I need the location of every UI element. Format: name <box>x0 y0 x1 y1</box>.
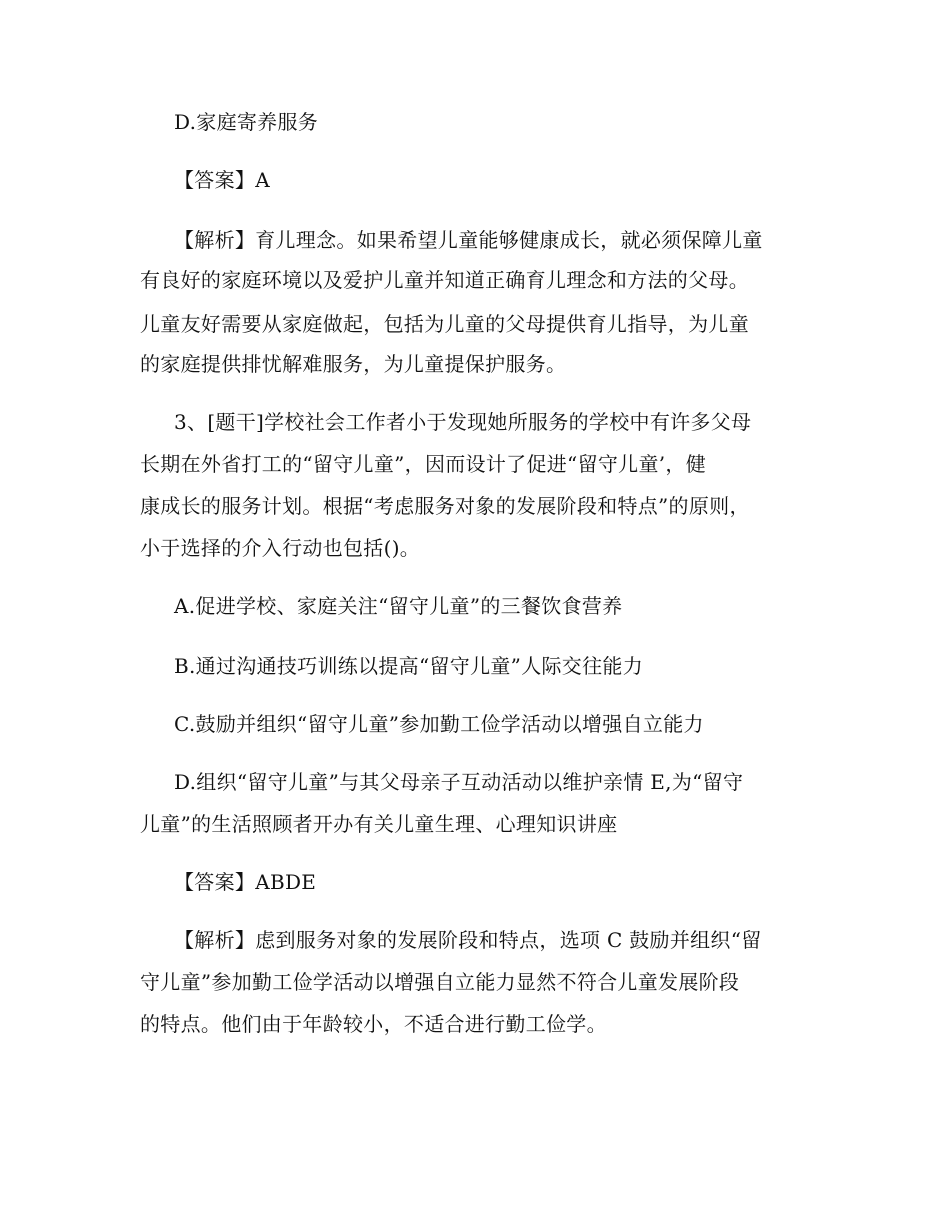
analysis-line: 有良好的家庭环境以及爱护儿童并知道正确育儿理念和方法的父母。 <box>140 268 749 292</box>
option-d-line: D.家庭寄养服务 <box>174 110 319 134</box>
analysis-line: 【解析】育儿理念。如果希望儿童能够健康成长，就必须保障儿童 <box>174 228 763 252</box>
analysis-line: 儿童友好需要从家庭做起，包括为儿童的父母提供育儿指导，为儿童 <box>140 312 749 336</box>
analysis-line: 守儿童”参加勤工俭学活动以增强自立能力显然不符合儿童发展阶段 <box>140 970 740 994</box>
question-line: 小于选择的介入行动也包括()。 <box>140 536 421 560</box>
question-line: 长期在外省打工的“留守儿童”，因而设计了促进“留守儿童’，健 <box>140 452 707 476</box>
option-b-line: B.通过沟通技巧训练以提高“留守儿童”人际交往能力 <box>174 654 644 678</box>
option-e-line: 儿童”的生活照顾者开办有关儿童生理、心理知识讲座 <box>140 812 618 836</box>
option-a-line: A.促进学校、家庭关注“留守儿童”的三餐饮食营养 <box>174 594 623 618</box>
answer-line: 【答案】ABDE <box>174 870 317 894</box>
question-line: 3、[题干]学校社会工作者小于发现她所服务的学校中有许多父母 <box>174 410 752 434</box>
question-line: 康成长的服务计划。根据“考虑服务对象的发展阶段和特点”的原则， <box>140 494 750 518</box>
answer-line: 【答案】A <box>174 168 270 192</box>
analysis-line: 的家庭提供排忧解难服务，为儿童提保护服务。 <box>140 352 567 376</box>
option-c-line: C.鼓励并组织“留守儿童”参加勤工俭学活动以增强自立能力 <box>174 712 704 736</box>
analysis-line: 的特点。他们由于年龄较小，不适合进行勤工俭学。 <box>140 1012 607 1036</box>
analysis-line: 【解析】虑到服务对象的发展阶段和特点，选项 C 鼓励并组织“留 <box>174 928 762 952</box>
option-d-line: D.组织“留守儿童”与其父母亲子互动活动以维护亲情 E,为“留守 <box>174 770 744 794</box>
